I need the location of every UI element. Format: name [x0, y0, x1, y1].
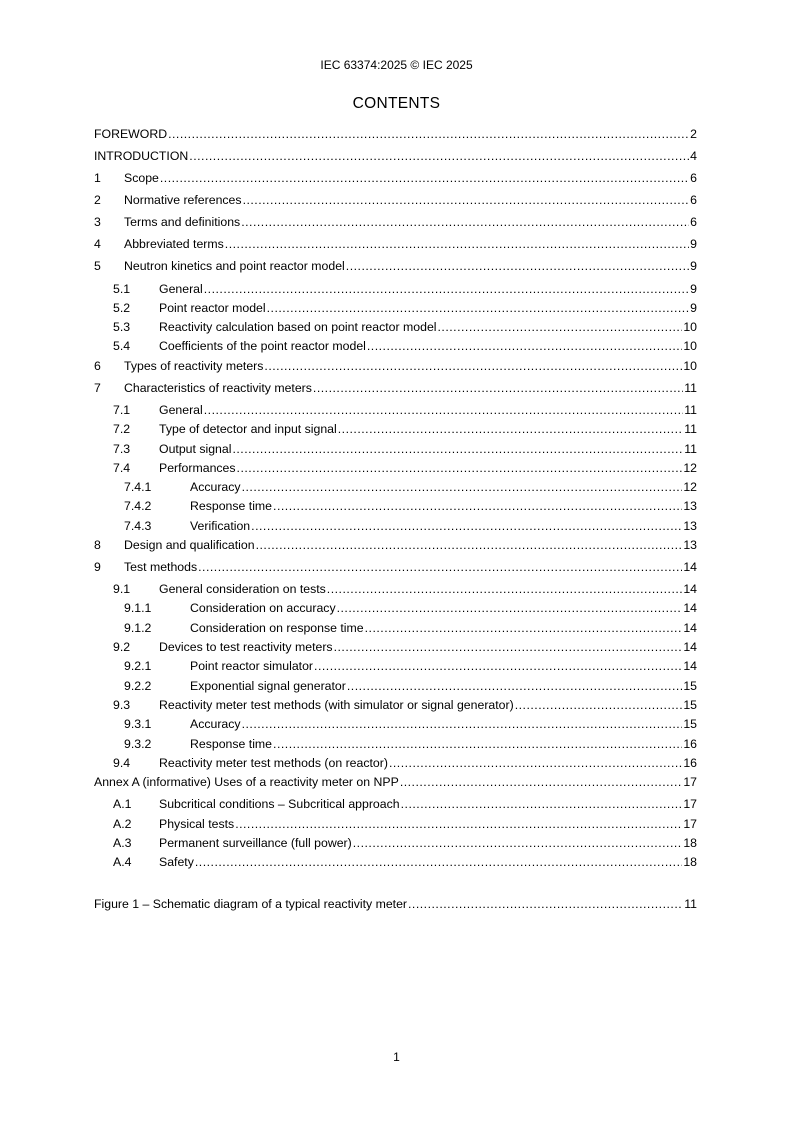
- toc-entry-page: 18: [683, 836, 697, 850]
- toc-leader-dots: [515, 697, 683, 713]
- toc-entry-title: Reactivity meter test methods (with simulator or signal generator): [159, 698, 514, 712]
- toc-entry-number: 9.3.2: [124, 737, 152, 751]
- toc-entry-title: Point reactor simulator: [190, 659, 314, 673]
- toc-leader-dots: [313, 380, 683, 396]
- toc-entry-number: 5.1: [113, 282, 131, 296]
- toc-entry-page: 14: [683, 659, 697, 673]
- toc-entry-title: Response time: [190, 737, 273, 751]
- toc-leader-dots: [264, 358, 682, 374]
- toc-entry[interactable]: [94, 380, 697, 396]
- toc-leader-dots: [438, 319, 683, 335]
- toc-leader-dots: [408, 896, 683, 912]
- toc-leader-dots: [389, 755, 682, 771]
- toc-leader-dots: [242, 716, 683, 732]
- toc-entry[interactable]: [94, 126, 697, 142]
- toc-leader-dots: [198, 559, 682, 575]
- toc-entry-page: 9: [690, 282, 697, 296]
- toc-entry-page: 4: [690, 149, 697, 163]
- toc-entry-title: Subcritical conditions – Subcritical approach: [159, 797, 400, 811]
- toc-entry-page: 14: [683, 621, 697, 635]
- toc-leader-dots: [353, 835, 683, 851]
- toc-entry-page: 6: [690, 193, 697, 207]
- toc-entry-page: 14: [683, 582, 697, 596]
- toc-entry[interactable]: [94, 518, 697, 534]
- toc-leader-dots: [273, 736, 682, 752]
- toc-entry-title: Neutron kinetics and point reactor model: [124, 259, 345, 273]
- toc-leader-dots: [242, 479, 683, 495]
- page-title: CONTENTS: [352, 95, 441, 112]
- toc-entry-page: 11: [684, 403, 697, 417]
- toc-entry-number: 8: [94, 538, 101, 552]
- toc-entry-title: Reactivity calculation based on point reactor model: [159, 320, 437, 334]
- toc-entry-number: A.2: [113, 817, 132, 831]
- toc-entry-page: 10: [683, 320, 697, 334]
- toc-entry[interactable]: [94, 358, 697, 374]
- toc-entry[interactable]: [94, 854, 697, 870]
- toc-entry-number: 5.3: [113, 320, 131, 334]
- toc-entry-number: 6: [94, 359, 101, 373]
- toc-entry-title: Accuracy: [190, 480, 241, 494]
- toc-entry-title: Output signal: [159, 442, 232, 456]
- toc-entry-title: FOREWORD: [94, 127, 168, 141]
- toc-entry-page: 6: [690, 215, 697, 229]
- toc-entry-number: 9.2.2: [124, 679, 152, 693]
- toc-entry-title: Response time: [190, 499, 273, 513]
- toc-entry[interactable]: [94, 559, 697, 575]
- toc-entry-number: 9.2.1: [124, 659, 152, 673]
- toc-entry[interactable]: [94, 214, 697, 230]
- toc-entry-page: 17: [683, 775, 697, 789]
- toc-leader-dots: [251, 518, 682, 534]
- toc-leader-dots: [225, 236, 689, 252]
- toc-entry[interactable]: [94, 736, 697, 752]
- toc-leader-dots: [400, 774, 683, 790]
- toc-entry-page: 9: [690, 237, 697, 251]
- toc-leader-dots: [327, 581, 683, 597]
- toc-entry[interactable]: [94, 319, 697, 335]
- toc-entry-page: 14: [683, 560, 697, 574]
- toc-entry-title: Performances: [159, 461, 236, 475]
- toc-entry-title: Devices to test reactivity meters: [159, 640, 333, 654]
- toc-entry-title: Normative references: [124, 193, 242, 207]
- toc-entry-number: 7.4.3: [124, 519, 152, 533]
- toc-entry-page: 11: [684, 422, 697, 436]
- toc-leader-dots: [204, 281, 689, 297]
- toc-leader-dots: [237, 460, 683, 476]
- toc-entry[interactable]: [94, 755, 697, 771]
- toc-entry-number: 3: [94, 215, 101, 229]
- toc-leader-dots: [160, 170, 689, 186]
- toc-entry-title: Figure 1 – Schematic diagram of a typical reactivity meter: [94, 897, 408, 911]
- toc-entry[interactable]: [94, 338, 697, 354]
- toc-entry-page: 13: [683, 499, 697, 513]
- toc-entry-page: 13: [683, 538, 697, 552]
- toc-leader-dots: [337, 600, 683, 616]
- toc-entry-number: 7.4.1: [124, 480, 152, 494]
- toc-entry-title: General consideration on tests: [159, 582, 326, 596]
- toc-entry[interactable]: [94, 835, 697, 851]
- toc-entry[interactable]: [94, 639, 697, 655]
- toc-leader-dots: [256, 537, 683, 553]
- toc-entry-title: Point reactor model: [159, 301, 266, 315]
- toc-entry-title: Accuracy: [190, 717, 241, 731]
- toc-entry-page: 2: [690, 127, 697, 141]
- toc-entry[interactable]: [94, 460, 697, 476]
- toc-entry-number: 7.1: [113, 403, 131, 417]
- toc-leader-dots: [346, 258, 689, 274]
- toc-entry-title: Type of detector and input signal: [159, 422, 337, 436]
- toc-entry-page: 10: [683, 359, 697, 373]
- toc-entry-page: 17: [683, 797, 697, 811]
- toc-entry[interactable]: [94, 192, 697, 208]
- toc-entry-title: Safety: [159, 855, 194, 869]
- toc-entry-title: Abbreviated terms: [124, 237, 224, 251]
- toc-leader-dots: [347, 678, 682, 694]
- toc-entry-title: General: [159, 403, 203, 417]
- toc-entry[interactable]: [94, 441, 697, 457]
- toc-entry[interactable]: [94, 170, 697, 186]
- toc-entry-page: 18: [683, 855, 697, 869]
- toc-entry-number: 5.2: [113, 301, 131, 315]
- toc-entry[interactable]: [94, 300, 697, 316]
- toc-entry-number: 9: [94, 560, 101, 574]
- toc-entry-page: 10: [683, 339, 697, 353]
- toc-entry-page: 15: [683, 679, 697, 693]
- toc-entry[interactable]: [94, 896, 697, 912]
- toc-leader-dots: [365, 620, 683, 636]
- toc-entry-page: 14: [683, 601, 697, 615]
- toc-entry-title: Annex A (informative) Uses of a reactivity meter on NPP: [94, 775, 399, 789]
- toc-entry-title: Types of reactivity meters: [124, 359, 264, 373]
- toc-entry-page: 11: [684, 442, 697, 456]
- toc-entry-number: 1: [94, 171, 101, 185]
- toc-entry[interactable]: [94, 537, 697, 553]
- toc-leader-dots: [273, 498, 682, 514]
- toc-entry[interactable]: [94, 258, 697, 274]
- toc-entry-title: Verification: [190, 519, 251, 533]
- toc-entry[interactable]: [94, 697, 697, 713]
- toc-entry-page: 16: [683, 737, 697, 751]
- toc-entry[interactable]: [94, 816, 697, 832]
- toc-leader-dots: [241, 214, 689, 230]
- toc-leader-dots: [204, 402, 683, 418]
- toc-entry[interactable]: [94, 796, 697, 812]
- toc-entry-title: Exponential signal generator: [190, 679, 346, 693]
- toc-entry-number: 5: [94, 259, 101, 273]
- toc-entry-number: 7.3: [113, 442, 131, 456]
- toc-entry-page: 14: [683, 640, 697, 654]
- toc-entry[interactable]: [94, 620, 697, 636]
- toc-leader-dots: [401, 796, 683, 812]
- toc-entry[interactable]: [94, 421, 697, 437]
- toc-entry-page: 15: [683, 698, 697, 712]
- toc-entry-title: Consideration on accuracy: [190, 601, 336, 615]
- toc-entry-number: 7: [94, 381, 101, 395]
- toc-entry-title: Characteristics of reactivity meters: [124, 381, 312, 395]
- toc-leader-dots: [334, 639, 683, 655]
- toc-entry-title: General: [159, 282, 203, 296]
- toc-entry-page: 17: [683, 817, 697, 831]
- toc-entry-title: Reactivity meter test methods (on reactor): [159, 756, 388, 770]
- toc-entry-number: 9.1: [113, 582, 131, 596]
- toc-leader-dots: [195, 854, 682, 870]
- toc-entry-title: Terms and definitions: [124, 215, 241, 229]
- page-number: 1: [393, 1050, 400, 1064]
- toc-entry-title: INTRODUCTION: [94, 149, 189, 163]
- document-header: IEC 63374:2025 © IEC 2025: [320, 58, 473, 72]
- toc-entry[interactable]: [94, 479, 697, 495]
- toc-entry-page: 16: [683, 756, 697, 770]
- toc-entry-number: 7.4.2: [124, 499, 152, 513]
- toc-entry-page: 15: [683, 717, 697, 731]
- toc-entry-page: 11: [684, 897, 697, 911]
- toc-entry-number: 4: [94, 237, 101, 251]
- toc-entry-number: 9.1.2: [124, 621, 152, 635]
- toc-entry[interactable]: [94, 678, 697, 694]
- toc-entry[interactable]: [94, 402, 697, 418]
- toc-entry-title: Scope: [124, 171, 159, 185]
- toc-entry[interactable]: [94, 716, 697, 732]
- toc-entry-page: 12: [683, 461, 697, 475]
- toc-entry-number: 9.1.1: [124, 601, 152, 615]
- toc-leader-dots: [367, 338, 682, 354]
- toc-entry[interactable]: [94, 236, 697, 252]
- toc-entry-number: A.4: [113, 855, 132, 869]
- toc-entry[interactable]: [94, 498, 697, 514]
- toc-entry-page: 6: [690, 171, 697, 185]
- toc-entry-number: 9.2: [113, 640, 131, 654]
- toc-leader-dots: [243, 192, 690, 208]
- toc-entry-page: 13: [683, 519, 697, 533]
- toc-entry[interactable]: [94, 281, 697, 297]
- toc-entry-number: A.3: [113, 836, 132, 850]
- toc-entry-page: 11: [684, 381, 697, 395]
- toc-entry-title: Test methods: [124, 560, 198, 574]
- toc-entry-title: Design and qualification: [124, 538, 255, 552]
- toc-entry-number: 5.4: [113, 339, 131, 353]
- toc-entry-page: 12: [683, 480, 697, 494]
- toc-entry-number: A.1: [113, 797, 132, 811]
- toc-entry[interactable]: [94, 774, 697, 790]
- toc-entry[interactable]: [94, 600, 697, 616]
- toc-entry-number: 9.4: [113, 756, 131, 770]
- toc-entry-number: 2: [94, 193, 101, 207]
- toc-entry-page: 9: [690, 301, 697, 315]
- toc-entry-number: 9.3: [113, 698, 131, 712]
- toc-leader-dots: [168, 126, 689, 142]
- toc-entry[interactable]: [94, 658, 697, 674]
- toc-leader-dots: [267, 300, 690, 316]
- toc-leader-dots: [314, 658, 682, 674]
- toc-leader-dots: [338, 421, 683, 437]
- toc-leader-dots: [189, 148, 689, 164]
- toc-entry-title: Consideration on response time: [190, 621, 364, 635]
- toc-entry-title: Permanent surveillance (full power): [159, 836, 352, 850]
- toc-entry-title: Coefficients of the point reactor model: [159, 339, 366, 353]
- toc-entry[interactable]: [94, 581, 697, 597]
- toc-entry-number: 9.3.1: [124, 717, 152, 731]
- toc-leader-dots: [235, 816, 682, 832]
- toc-entry-number: 7.2: [113, 422, 131, 436]
- toc-entry[interactable]: [94, 148, 697, 164]
- toc-leader-dots: [232, 441, 683, 457]
- toc-entry-title: Physical tests: [159, 817, 235, 831]
- toc-entry-page: 9: [690, 259, 697, 273]
- toc-entry-number: 7.4: [113, 461, 131, 475]
